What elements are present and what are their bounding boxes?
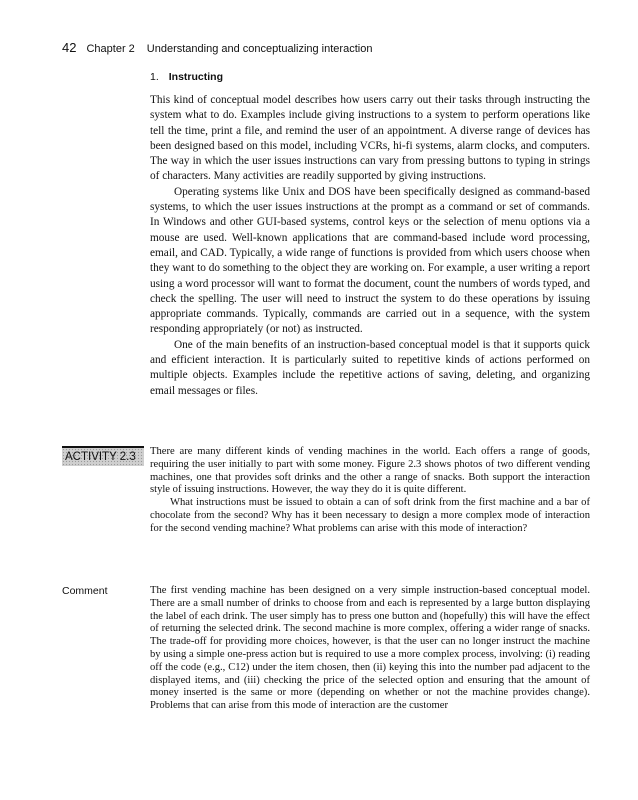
body-text	[150, 93, 590, 399]
body-paragraph: One of the main benefits of an instruction-based conceptual model is that it supports quick and efficient interaction. It is particularly suited to repetitive kinds of actions performed on multiple objects. Examples include the repetitive actions of saving, deleting, and organizing email messages or files.	[150, 338, 590, 397]
activity-text	[150, 446, 590, 536]
page-number: 42	[62, 40, 77, 55]
chapter-title: Understanding and conceptualizing interaction	[146, 43, 373, 55]
activity-label: ACTIVITY 2.3	[62, 446, 144, 466]
comment-text	[150, 585, 590, 713]
section-heading	[150, 71, 223, 83]
running-header	[62, 40, 372, 55]
chapter-label: Chapter 2	[86, 43, 135, 55]
comment-paragraph: The first vending machine has been designed on a very simple instruction-based conceptual model. There are a small number of drinks to choose from and each is represented by a large button displaying the label of each drink. The user simply has to press one button and (hopefully) this will have the effect of returning the selected drink. The second machine is more complex, offering a wider range of snacks. The trade-off for providing more choices, however, is that the user can no longer instruct the machine by using a simple one-press action but is required to use a more complex process, involving: (i) reading off the code (e.g., C12) under the item chosen, then (ii) keying this into the number pad adjacent to the displayed items, and (iii) checking the price of the selected option and ensuring that the amount of money inserted is the same or more (depending on whether or not the machine provides change). Problems that can arise from this mode of interaction are the customer	[150, 585, 590, 712]
activity-paragraph: There are many different kinds of vending machines in the world. Each offers a range of goods, requiring the user initially to part with some money. Figure 2.3 shows photos of two different vending machines, one that provides soft drinks and the other a range of snacks. Both support the interaction style of issuing instructions. However, the way they do it is quite different.	[150, 446, 590, 496]
body-paragraph: This kind of conceptual model describes how users carry out their tasks through instructing the system what to do. Examples include giving instructions to a system to perform operations like tell the time, print a file, and remind the user of an appointment. A diverse range of devices has been designed based on this model, including VCRs, hi-fi systems, alarm clocks, and computers. The way in which the user issues instructions can vary from pressing buttons to typing in strings of characters. Many activities are readily supported by giving instructions.	[150, 94, 590, 183]
section-number: 1.	[150, 71, 159, 83]
activity-paragraph: What instructions must be issued to obtain a can of soft drink from the first machine and a bar of chocolate from the second? Why has it been necessary to design a more complex mode of interaction for the second vending machine? What problems can arise with this mode of interaction?	[150, 497, 590, 534]
comment-label: Comment	[62, 585, 108, 597]
section-title: Instructing	[168, 71, 224, 83]
body-paragraph: Operating systems like Unix and DOS have been specifically designed as command-based systems, to which the user issues instructions at the prompt as a command or set of commands. In Windows and other GUI-based systems, control keys or the selection of menu options via a mouse are used. Well-known applications that are command-based include word processing, email, and CAD. Typically, a wide range of functions is provided from which users choose when they want to do something to the object they are working on. For example, a user writing a report using a word processor will want to format the document, count the numbers of words typed, and check the spelling. The user will need to instruct the system to do these operations by issuing appropriate commands. Typically, commands are carried out in a sequence, with the system responding appropriately (or not) as instructed.	[150, 185, 590, 336]
